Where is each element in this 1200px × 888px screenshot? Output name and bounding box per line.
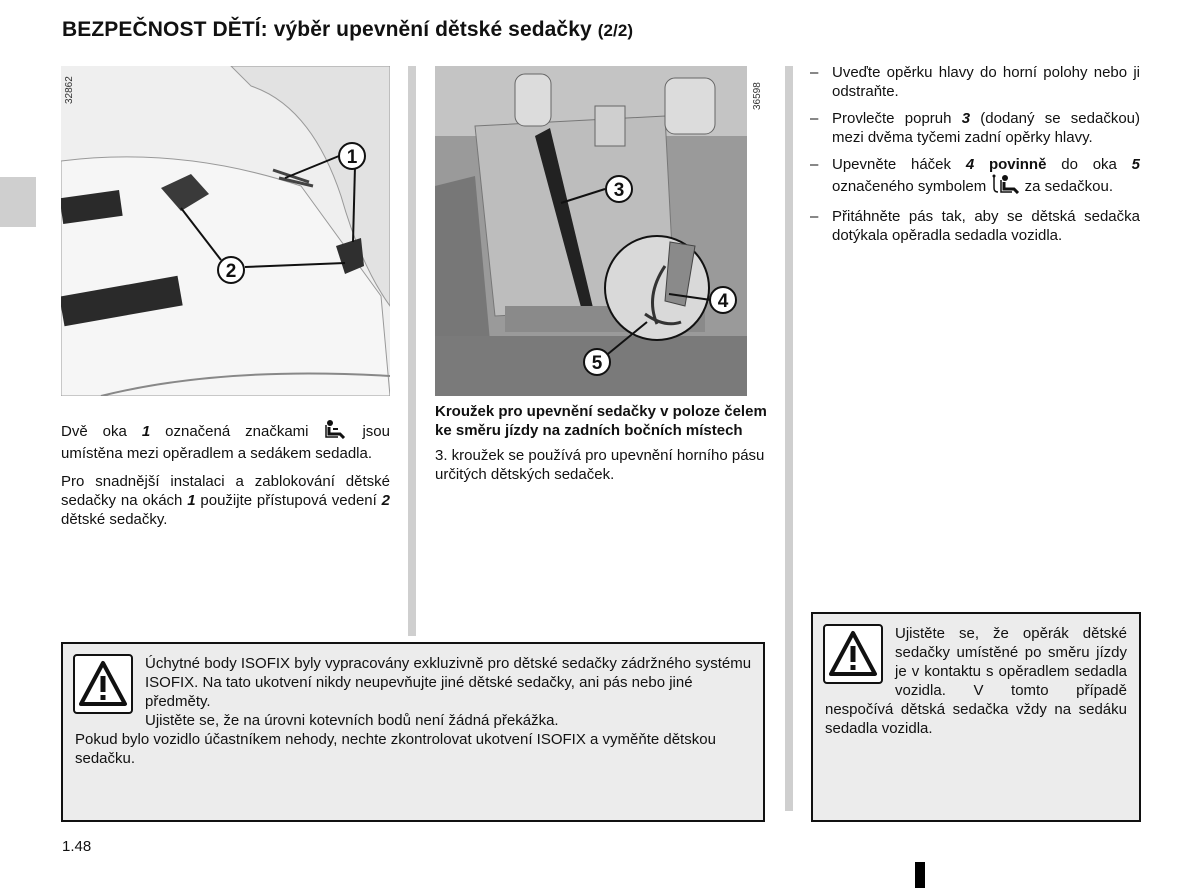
page-title-suffix: (2/2) [597,21,634,40]
warning-text-side: Ujistěte se, že opěrák dětské sedačky umístěné po směru jízdy je v kontaktu s opěradlem sedadla vozidla. V tomto případě nespočívá dětská sedačka vždy na sedáku sedadla vozidla. [825,625,1127,737]
callout-5: 5 [591,353,603,374]
figure-number-left: 32862 [64,76,75,104]
caption-heading: Kroužek pro upevnění sedačky v poloze čelem ke směru jízdy na zadních bočních místech [435,403,767,439]
column-divider-right [785,66,793,811]
installation-steps [810,63,1140,253]
callout-1: 1 [346,147,358,168]
ref-5: 5 [1131,156,1141,173]
edge-marker [915,862,925,888]
paragraph-anchor-eyes: Dvě oka 1 označená značkami jsou umístěna mezi opěradlem a sedákem sedadla. [61,419,390,463]
ref-1: 1 [141,423,151,440]
figure-number-middle: 36598 [752,82,763,110]
step-3: – Upevněte háček 4 povinně do oka 5 označeného symbolem za sedačkou. [810,155,1140,199]
isofix-child-seat-icon [324,419,348,444]
callout-2: 2 [225,261,237,282]
page-title [62,18,633,42]
column-divider-left [408,66,416,636]
warning-box-backrest [811,612,1141,822]
page-title-text: BEZPEČNOST DĚTÍ: výběr upevnění dětské sedačky [62,18,592,41]
page-number: 1.48 [62,838,92,855]
left-column-text [61,419,390,538]
ref-4: 4 [965,156,975,173]
warning-triangle-icon [73,654,133,714]
callout-3: 3 [613,180,625,201]
warning-box-isofix [61,642,765,822]
top-tether-icon [990,174,1020,199]
figure-top-tether [435,66,747,396]
caption-text: 3. kroužek se používá pro upevnění horního pásu určitých dětských sedaček. [435,447,765,483]
ref-3: 3 [961,110,971,127]
step-1: – Uveďte opěrku hlavy do horní polohy nebo ji odstraňte. [810,63,1140,101]
chapter-tab [0,177,36,227]
callout-4: 4 [717,291,729,312]
emphasis-mandatory: povinně [974,156,1047,173]
step-4: – Přitáhněte pás tak, aby se dětská sedačka dotýkala opěradla sedadla vozidla. [810,207,1140,245]
ref-2: 2 [381,492,390,509]
figure-isofix-anchors [61,66,390,396]
warning-text-3: Pokud bylo vozidlo účastníkem nehody, nechte zkontrolovat ukotvení ISOFIX a vyměňte dětskou sedačku. [75,731,716,767]
warning-text-1: Úchytné body ISOFIX byly vypracovány exkluzivně pro dětské sedačky zádržného systému ISOFIX. Na tato ukotvení nikdy neupevňujte jiné dětské sedačky, ani pás nebo jiné předměty. [145,655,752,710]
paragraph-guides: Pro snadnější instalaci a zablokování dětské sedačky na okách 1 použijte přístupová vedení 2 dětské sedačky. [61,473,390,528]
step-2: – Provlečte popruh 3 (dodaný se sedačkou) mezi dvěma tyčemi zadní opěrky hlavy. [810,109,1140,147]
warning-text-2: Ujistěte se, že na úrovni kotevních bodů není žádná překážka. [145,712,559,729]
middle-caption [435,402,775,484]
ref-1b: 1 [187,492,196,509]
